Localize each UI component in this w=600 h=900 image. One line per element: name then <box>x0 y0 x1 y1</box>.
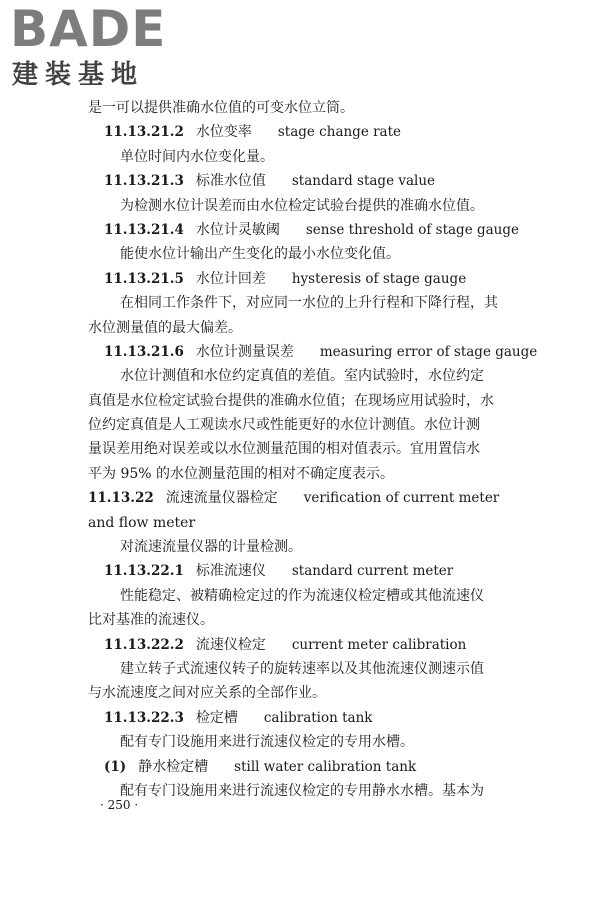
term-english: current meter calibration <box>291 636 467 653</box>
term-english: sense threshold of stage gauge <box>305 221 519 238</box>
term-heading <box>88 267 518 291</box>
term-chinese: 标准水位值 <box>195 173 266 190</box>
term-chinese: 检定槽 <box>195 709 238 726</box>
term-chinese: 静水检定槽 <box>138 758 209 775</box>
text-line: 配有专门设施用来进行流速仪检定的专用静水水槽。基本为 <box>120 782 484 799</box>
text-line: 平为 95% 的水位测量范围的相对不确定度表示。 <box>88 465 395 482</box>
page-body <box>88 96 538 803</box>
text-line: and flow meter <box>88 514 196 531</box>
term-heading <box>88 755 518 779</box>
term-code: 11.13.22.2 <box>104 636 184 653</box>
term-heading <box>88 559 518 583</box>
text-line: 真值是水位检定试验台提供的准确水位值；在现场应用试验时，水 <box>88 392 494 409</box>
term-code: (1) <box>104 758 127 775</box>
term-heading <box>88 340 538 364</box>
text-line: 与水流速度之间对应关系的全部作业。 <box>88 685 326 702</box>
text-line: 水位测量值的最大偏差。 <box>88 319 242 336</box>
term-english: stage change rate <box>277 124 402 141</box>
term-english: standard current meter <box>291 563 454 580</box>
term-chinese: 流速仪检定 <box>195 636 266 653</box>
text-line: 对流速流量仪器的计量检测。 <box>120 539 302 556</box>
text-line: 量误差用绝对误差或以水位测量范围的相对值表示。宜用置信水 <box>88 441 480 458</box>
logo-wordmark: BADE <box>10 0 167 58</box>
term-heading <box>88 218 518 242</box>
term-code: 11.13.21.4 <box>104 221 184 238</box>
logo-subtitle: 建装基地 <box>12 60 145 90</box>
page-number: · 250 · <box>100 798 139 812</box>
term-english: still water calibration tank <box>234 758 417 775</box>
text-line: 配有专门设施用来进行流速仪检定的专用水槽。 <box>120 734 414 751</box>
term-code: 11.13.21.3 <box>104 173 184 190</box>
term-chinese: 水位计测量误差 <box>195 343 294 360</box>
text-line: 建立转子式流速仪转子的旋转速率以及其他流速仪测速示值 <box>120 660 484 677</box>
term-code: 11.13.21.6 <box>104 343 184 360</box>
text-line: 水位计测值和水位约定真值的差值。室内试验时，水位约定 <box>120 368 484 385</box>
text-line: 在相同工作条件下，对应同一水位的上升行程和下降行程，其 <box>120 295 498 312</box>
term-chinese: 水位计灵敏阈 <box>195 221 280 238</box>
term-code: 11.13.22.1 <box>104 563 184 580</box>
text-line: 比对基准的流速仪。 <box>88 612 214 629</box>
term-code: 11.13.22 <box>88 490 154 507</box>
text-line: 单位时间内水位变化量。 <box>120 148 274 165</box>
term-english: hysteresis of stage gauge <box>291 270 467 287</box>
text-line: 为检测水位计误差而由水位检定试验台提供的准确水位值。 <box>120 197 484 214</box>
term-code: 11.13.21.2 <box>104 124 184 141</box>
bade-logo <box>10 0 180 96</box>
term-chinese: 标准流速仪 <box>195 563 266 580</box>
text-line: 是一可以提供准确水位值的可变水位立筒。 <box>88 100 354 116</box>
term-english: calibration tank <box>263 709 373 726</box>
term-heading <box>88 633 518 657</box>
term-english: verification of current meter <box>303 490 500 507</box>
text-line: 位约定真值是人工观读水尺或性能更好的水位计测值。水位计测 <box>88 417 480 434</box>
term-chinese: 流速流量仪器检定 <box>165 490 278 507</box>
term-heading <box>88 169 518 193</box>
text-line: 能使水位计输出产生变化的最小水位变化值。 <box>120 246 400 263</box>
term-heading <box>88 120 518 144</box>
term-english: standard stage value <box>291 173 436 190</box>
term-code: 11.13.21.5 <box>104 270 184 287</box>
term-heading <box>88 706 518 730</box>
term-english: measuring error of stage gauge <box>319 343 538 360</box>
term-code: 11.13.22.3 <box>104 709 184 726</box>
text-line: 性能稳定、被精确检定过的作为流速仪检定槽或其他流速仪 <box>120 587 484 604</box>
term-chinese: 水位变率 <box>195 124 252 141</box>
term-chinese: 水位计回差 <box>195 270 266 287</box>
term-heading <box>88 486 518 510</box>
